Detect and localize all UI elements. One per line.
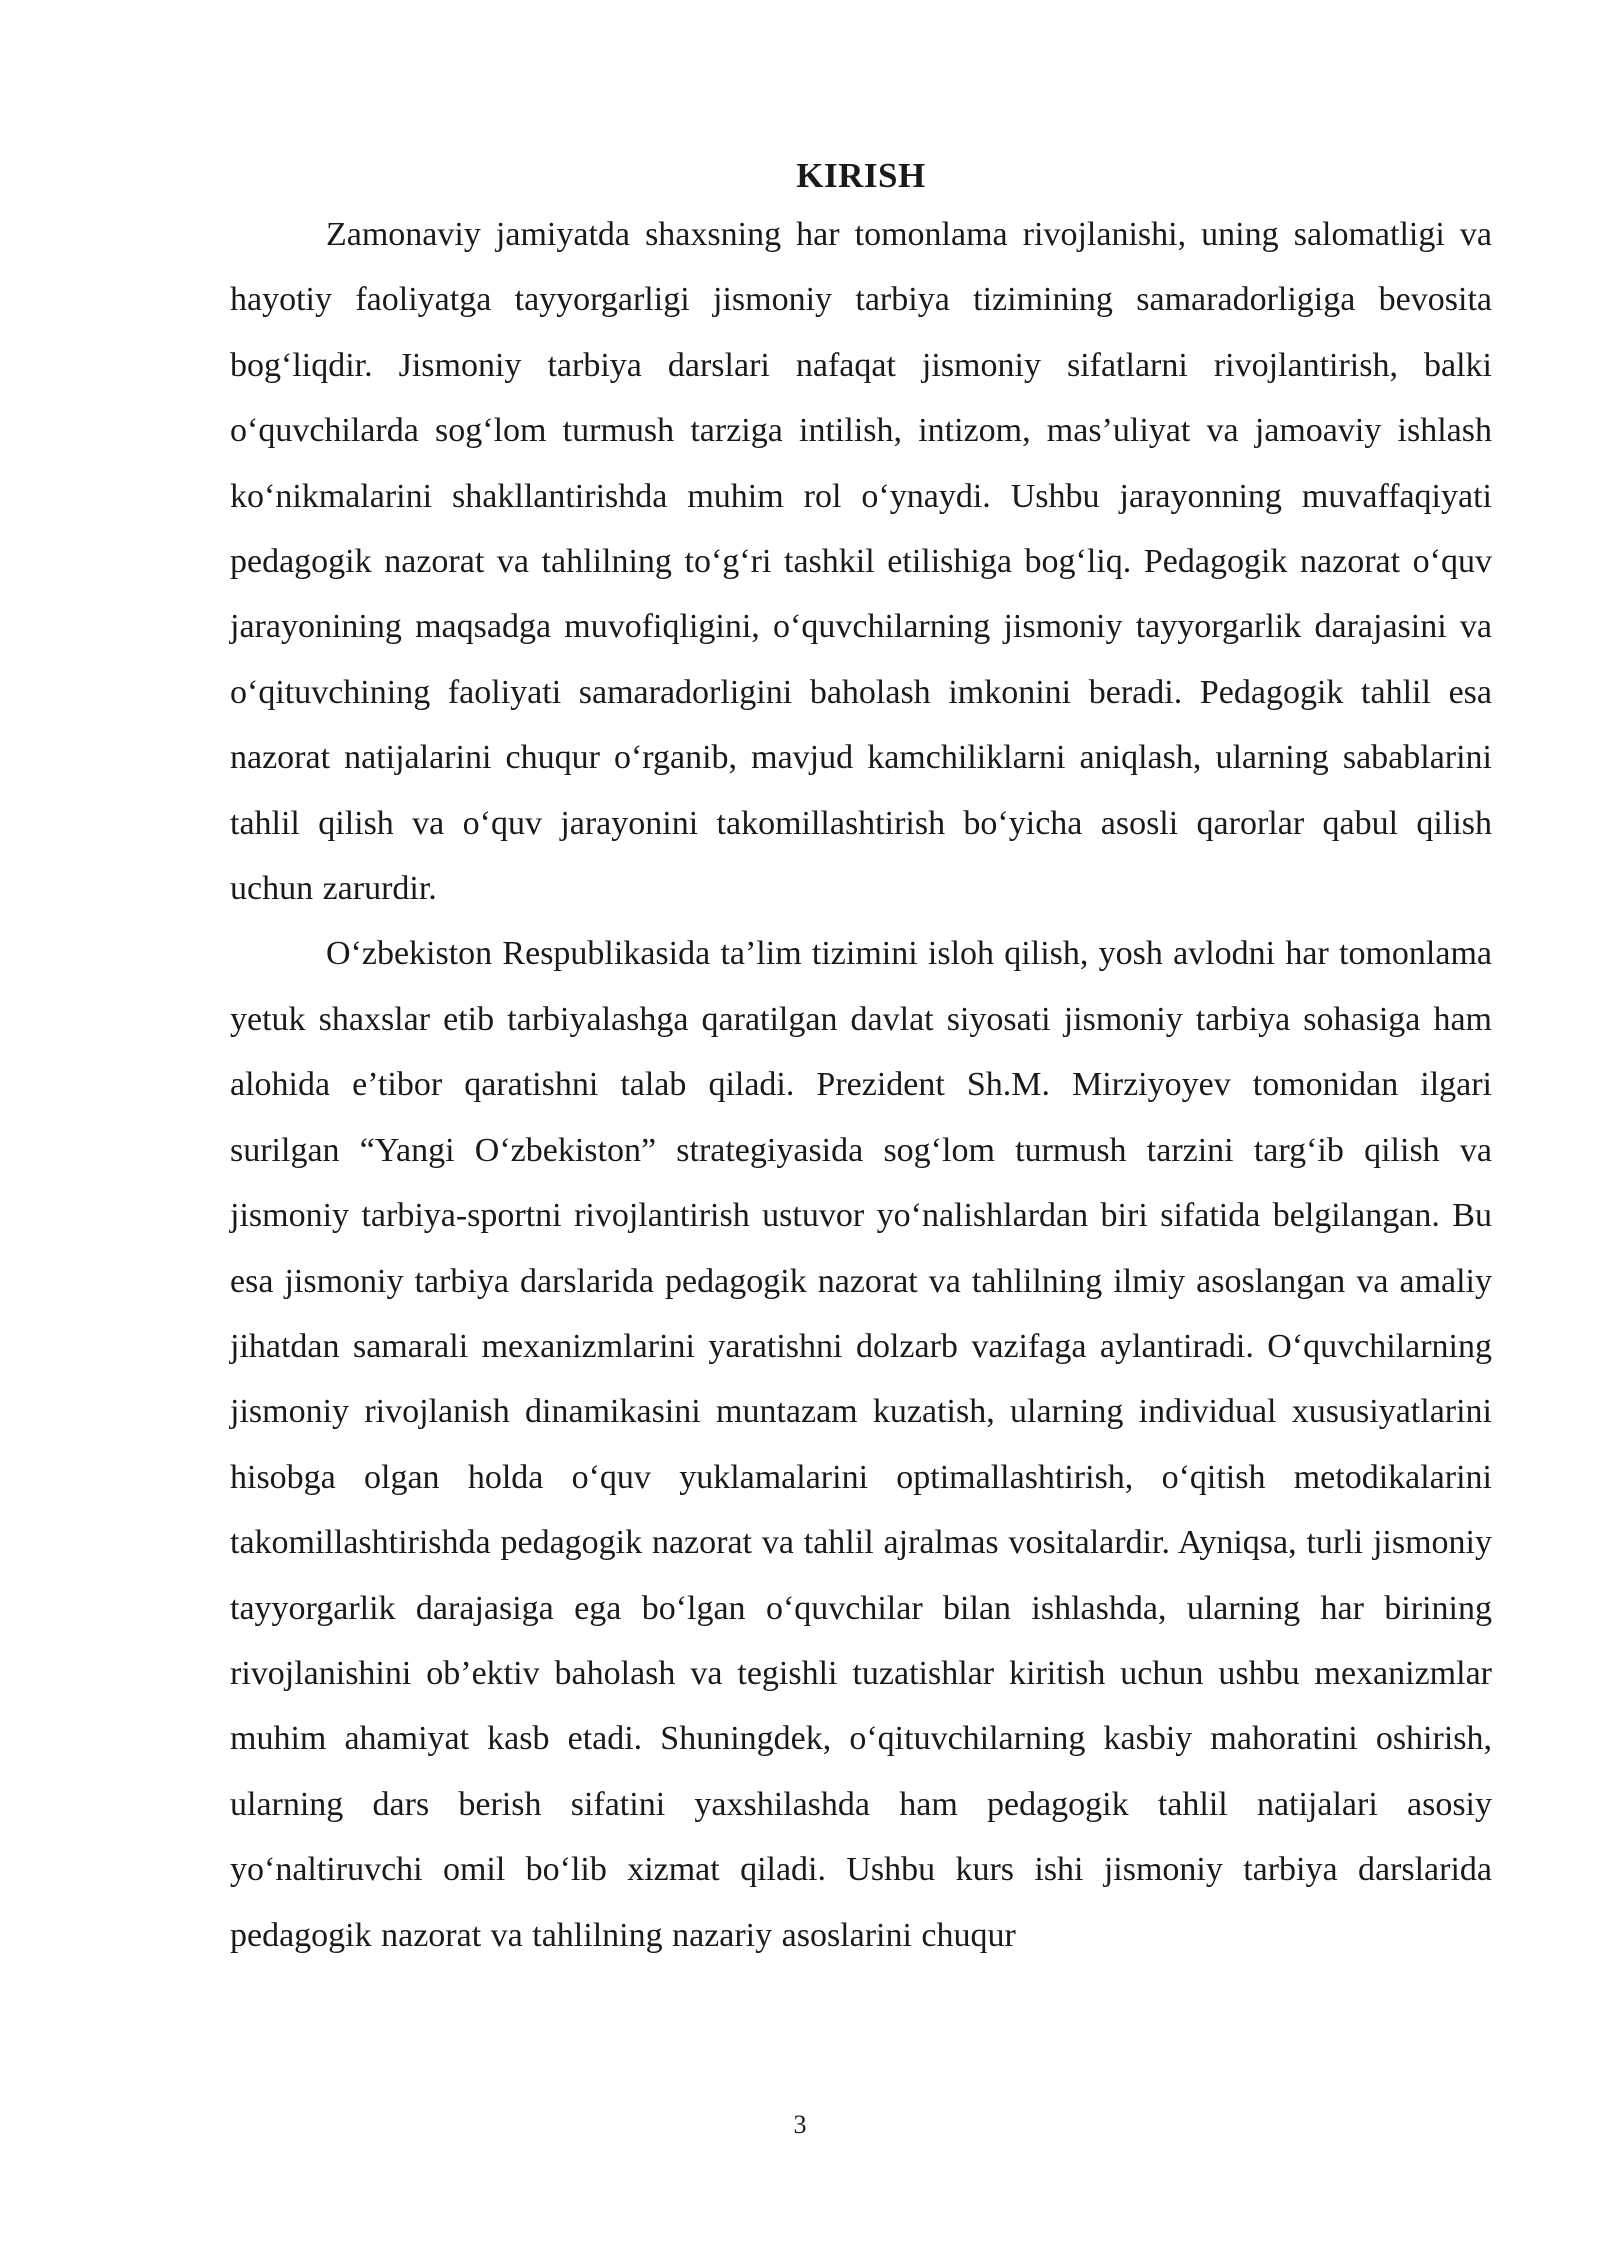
paragraph-uzbekistan-policy: O‘zbekiston Respublikasida ta’lim tizimini isloh qilish, yosh avlodni har tomonlama yetuk shaxslar etib tarbiyalashga qaratilgan davlat siyosati jismoniy tarbiya sohasiga ham alohida e’tibor qaratishni talab qiladi. Prezident Sh.M. Mirziyoyev tomonidan ilgari surilgan “Yangi O‘zbekiston” strategiyasida sog‘lom turmush tarzini targ‘ib qilish va jismoniy tarbiya-sportni rivojlantirish ustuvor yo‘nalishlardan biri sifatida belgilangan. Bu esa jismoniy tarbiya darslarida pedagogik nazorat va tahlilning ilmiy asoslangan va amaliy jihatdan samarali mexanizmlarini yaratishni dolzarb vazifaga aylantiradi. O‘quvchilarning jismoniy rivojlanish dinamikasini muntazam kuzatish, ularning individual xususiyatlarini hisobga olgan holda o‘quv yuklamalarini optimallashtirish, o‘qitish metodikalarini takomillashtirishda pedagogik nazorat va tahlil ajralmas vositalardir. Ayniqsa, turli jismoniy tayyorgarlik darajasiga ega bo‘lgan o‘quvchilar bilan ishlashda, ularning har birining rivojlanishini ob’ektiv baholash va tegishli tuzatishlar kiritish uchun ushbu mexanizmlar muhim ahamiyat kasb etadi. Shuningdek, o‘qituvchilarning kasbiy mahoratini oshirish, ularning dars berish sifatini yaxshilashda ham pedagogik tahlil natijalari asosiy yo‘naltiruvchi omil bo‘lib xizmat qiladi. Ushbu kurs ishi jismoniy tarbiya darslarida pedagogik nazorat va tahlilning nazariy asoslarini chuqur bbox=[230, 935, 1492, 1954]
paragraph-intro: Zamonaviy jamiyatda shaxsning har tomonlama rivojlanishi, uning salomatligi va hayotiy faoliyatga tayyorgarligi jismoniy tarbiya tizimining samaradorligiga bevosita bog‘liqdir. Jismoniy tarbiya darslari nafaqat jismoniy sifatlarni rivojlantirish, balki o‘quvchilarda sog‘lom turmush tarziga intilish, intizom, mas’uliyat va jamoaviy ishlash ko‘nikmalarini shakllantirishda muhim rol o‘ynaydi. Ushbu jarayonning muvaffaqiyati pedagogik nazorat va tahlilning to‘g‘ri tashkil etilishiga bog‘liq. Pedagogik nazorat o‘quv jarayonining maqsadga muvofiqligini, o‘quvchilarning jismoniy tayyorgarlik darajasini va o‘qituvchining faoliyati samaradorligini baholash imkonini beradi. Pedagogik tahlil esa nazorat natijalarini chuqur o‘rganib, mavjud kamchiliklarni aniqlash, ularning sabablarini tahlil qilish va o‘quv jarayonini takomillashtirish bo‘yicha asosli qarorlar qabul qilish uchun zarurdir. bbox=[230, 216, 1492, 908]
page-content bbox=[230, 150, 1492, 1968]
section-title: KIRISH bbox=[796, 156, 926, 195]
page-number: 3 bbox=[793, 2110, 807, 2139]
